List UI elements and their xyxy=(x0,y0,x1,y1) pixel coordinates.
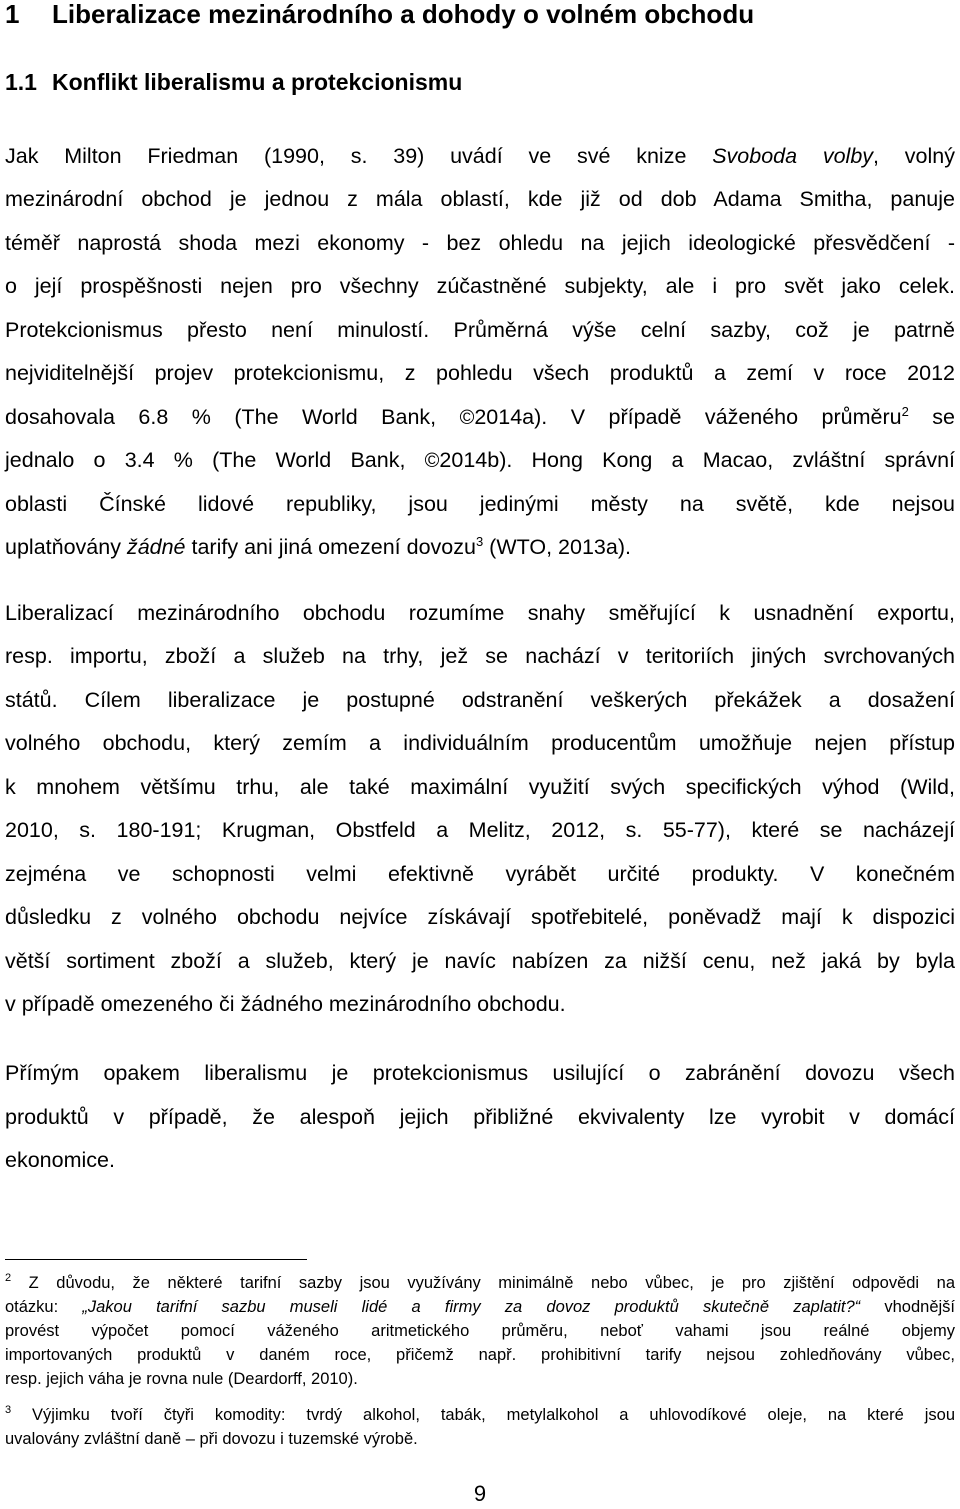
page-number: 9 xyxy=(473,1481,487,1506)
footnote-line: provést výpočet pomocí váženého aritmetického průměru, neboť vahami jsou reálné objemy xyxy=(5,1322,955,1340)
text-line: produktů v případě, že alespoň jejich přibližné ekvivalenty lze vyrobit v domácí xyxy=(5,1105,955,1129)
footnote-line: resp. jejich váha je rovna nule (Deardorff, 2010). xyxy=(5,1370,358,1388)
text-run: Jak Milton Friedman (1990, s. 39) uvádí ve své knize xyxy=(5,144,713,168)
text-line: nejviditelnější projev protekcionismu, z pohledu všech produktů a zemí v roce 2012 xyxy=(5,361,955,385)
text-run: otázku: xyxy=(5,1298,83,1316)
footnote-number: 3 xyxy=(5,1404,12,1416)
text-line: Liberalizací mezinárodního obchodu rozumíme snahy směřující k usnadnění exportu, xyxy=(5,601,955,625)
text-line: resp. importu, zboží a služeb na trhy, jež se nachází v teritoriích jiných svrchovaných xyxy=(5,644,955,668)
text-line: oblasti Čínské lidové republiky, jsou jedinými městy na světě, kde nejsou xyxy=(5,492,955,516)
text-run: , volný xyxy=(873,144,955,168)
text-run: jednalo o 3.4 % (The World Bank, xyxy=(5,448,425,472)
subheading-title: Konflikt liberalismu a protekcionismu xyxy=(52,69,463,95)
footnote-line xyxy=(5,1404,955,1426)
text-run: (WTO, 2013a). xyxy=(483,535,631,559)
footnote-number: 2 xyxy=(5,1272,12,1284)
text-line: 2010, s. 180-191; Krugman, Obstfeld a Melitz, 2012, s. 55-77), které se nacházejí xyxy=(5,818,955,842)
text-run: Výjimku tvoří čtyři komodity: tvrdý alkohol, tabák, metylalkohol a uhlovodíkové oleje, na které jsou xyxy=(11,1406,955,1424)
copyright-symbol: © xyxy=(424,450,440,472)
text-line: zejména ve schopnosti velmi efektivně vyrábět určité produkty. V konečném xyxy=(5,862,955,886)
heading-level-2 xyxy=(5,67,462,97)
heading-level-1 xyxy=(5,0,754,31)
text-run: tarify ani jiná omezení dovozu xyxy=(185,535,476,559)
text-run: vhodnější xyxy=(860,1298,956,1316)
text-line: téměř naprostá shoda mezi ekonomy - bez ohledu na jejich ideologické přesvědčení - xyxy=(5,231,955,255)
footnote-line: uvalovány zvláštní daně – při dovozu i tuzemské výrobě. xyxy=(5,1430,418,1448)
text-line: důsledku z volného obchodu nejvíce získávají spotřebitelé, poněvadž mají k dispozici xyxy=(5,905,955,929)
text-line: volného obchodu, který zemím a individuálním producentům umožňuje nejen přístup xyxy=(5,731,955,755)
book-title: Svoboda volby xyxy=(712,144,874,168)
quoted-question: „Jakou tarifní sazbu museli lidé a firmy za dovoz produktů skutečně zaplatit?“ xyxy=(82,1298,861,1316)
text-line: k mnohem většímu trhu, ale také maximální využití svých specifických výhod (Wild, xyxy=(5,775,955,799)
text-run: 2014a). V případě váženého průměru xyxy=(474,405,902,429)
text-line: Přímým opakem liberalismu je protekcionismus usilující o zabránění dovozu všech xyxy=(5,1061,955,1085)
text-line: v případě omezeného či žádného mezinárodního obchodu. xyxy=(5,992,566,1016)
text-line: o její prospěšnosti nejen pro všechny zúčastněné subjekty, ale i pro svět jako celek. xyxy=(5,274,955,298)
footnote-line: importovaných produktů v daném roce, přičemž např. prohibitivní tarify nejsou zohledňovány vůbec, xyxy=(5,1346,955,1364)
text-line xyxy=(5,445,955,476)
text-run: se xyxy=(908,405,955,429)
text-run: uplatňovány xyxy=(5,535,127,559)
subheading-number: 1.1 xyxy=(5,69,37,95)
heading-title: Liberalizace mezinárodního a dohody o volném obchodu xyxy=(52,0,755,29)
footnote-line xyxy=(5,1272,955,1294)
text-line xyxy=(5,532,955,562)
footnote-ref-3[interactable]: 3 xyxy=(475,534,484,549)
text-line: větší sortiment zboží a služeb, který je navíc nabízen za nižší cenu, než jaká by byla xyxy=(5,949,955,973)
footnote-separator xyxy=(5,1259,307,1260)
heading-number: 1 xyxy=(5,0,20,29)
text-line: Protekcionismus přesto není minulostí. Průměrná výše celní sazby, což je patrně xyxy=(5,318,955,342)
emphasis: žádné xyxy=(126,535,186,559)
footnote-ref-2[interactable]: 2 xyxy=(901,404,909,419)
footnote-line xyxy=(5,1296,955,1318)
text-run: dosahovala 6.8 % (The World Bank, xyxy=(5,405,460,429)
text-run: 2014b). Hong Kong a Macao, zvláštní správní xyxy=(439,448,955,472)
text-line: států. Cílem liberalizace je postupné odstranění veškerých překážek a dosažení xyxy=(5,688,955,712)
copyright-symbol: © xyxy=(459,407,475,429)
text-line: mezinárodní obchod je jednou z mála oblastí, kde již od dob Adama Smitha, panuje xyxy=(5,187,955,211)
text-run: Z důvodu, že některé tarifní sazby jsou využívány minimálně nebo vůbec, je pro zjištění odpovědi na xyxy=(11,1274,955,1292)
text-line xyxy=(5,141,955,171)
text-line: ekonomice. xyxy=(5,1148,115,1172)
text-line xyxy=(5,402,955,433)
